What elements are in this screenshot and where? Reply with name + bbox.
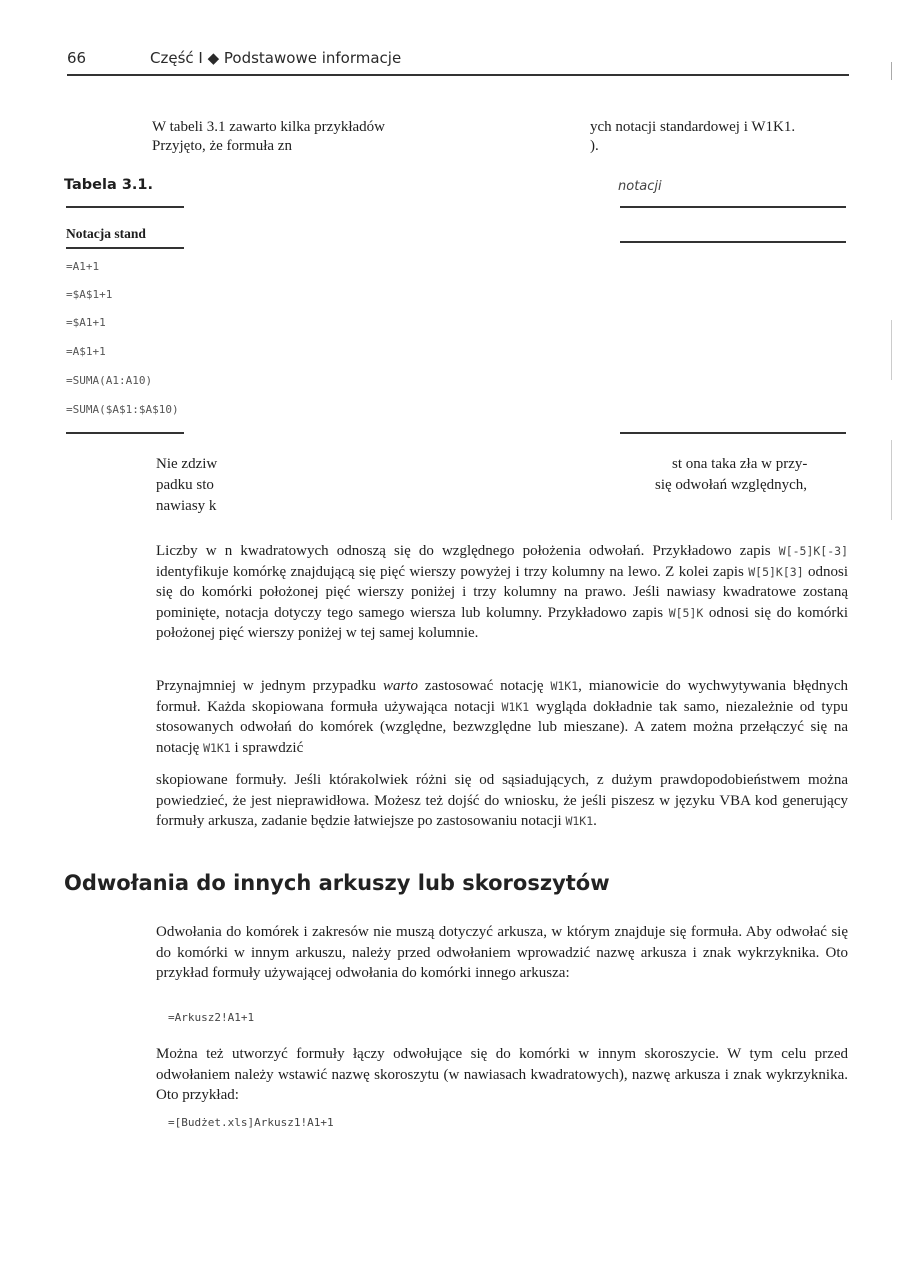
code-example: =[Budżet.xls]Arkusz1!A1+1	[168, 1116, 334, 1129]
table-row: =A1+1	[66, 260, 100, 273]
partial-line-left: nawiasy k	[156, 498, 217, 514]
partial-line-right: st ona taka zła w przy-	[672, 456, 808, 472]
body-paragraph: skopiowane formuły. Jeśli którakolwiek różni się od sąsiadujących, z dużym prawdopodobieństwem można powiedzieć, że jest nieprawidłowa. Możesz też dojść do wniosku, że jeśli piszesz w języku VBA kod generujący formuły arkusza, zadanie będzie łatwiejsze po zastosowaniu notacji W1K1.	[156, 772, 848, 829]
scan-artifact	[891, 62, 892, 80]
table-top-rule-right	[620, 206, 846, 208]
intro-left-fragment: W tabeli 3.1 zawarto kilka przykładów Przyjęto, że formuła zn	[152, 119, 385, 154]
table-header-rule-right	[620, 241, 846, 243]
table-row: =SUMA($A$1:$A$10)	[66, 403, 179, 416]
header-rule	[67, 74, 849, 76]
table-header-rule-left	[66, 247, 184, 249]
table-row: =SUMA(A1:A10)	[66, 374, 153, 387]
table-row: =$A$1+1	[66, 288, 113, 301]
body-paragraph: Przynajmniej w jednym przypadku warto zastosować notację W1K1, mianowicie do wychwytywania błędnych formuł. Każda skopiowana formuła używająca notacji W1K1 wygląda dokładnie tak samo, niezależnie od typu stosowanych odwołań do komórek (względne, bezwzględne lub mieszane). A zatem można przełączyć się na notację W1K1 i sprawdzić	[156, 678, 848, 756]
table-top-rule-left	[66, 206, 184, 208]
chapter-title: Część I ◆ Podstawowe informacje	[150, 49, 402, 67]
intro-right-fragment: ych notacji standardowej i W1K1. ).	[590, 119, 796, 154]
table-caption: Tabela 3.1.	[64, 177, 154, 193]
table-caption-right-fragment: notacji	[618, 179, 662, 194]
page-number: 66	[67, 49, 87, 67]
body-paragraph: Liczby w n kwadratowych odnoszą się do względnego położenia odwołań. Przykładowo zapis W[-5]K[-3] identyfikuje komórkę znajdującą się pięć wierszy powyżej i trzy kolumny na lewo. Z kolei zapis W[5]K[3] odnosi się do komórki położonej pięć wierszy poniżej i trzy kolumny na prawo. Jeśli nawiasy kwadratowe zostaną pominięte, notacja dotyczy tego samego wiersza lub kolumny. Przykładowo zapis W[5]K odnosi się do komórki położonej pięć wierszy poniżej w tej samej kolumnie.	[156, 543, 849, 641]
body-paragraph: Odwołania do komórek i zakresów nie muszą dotyczyć arkusza, w którym znajduje się formuła. Aby odwołać się do komórki w innym arkuszu, należy przed odwołaniem wprowadzić nazwę arkusza i znak wykrzyknika. Oto przykład formuły używającej odwołania do komórki innego arkusza:	[156, 924, 848, 981]
table-header-cell: Notacja stand	[66, 226, 146, 241]
table-row: =$A1+1	[66, 316, 106, 329]
code-example: =Arkusz2!A1+1	[168, 1011, 255, 1024]
table-row: =A$1+1	[66, 345, 106, 358]
partial-line-left: padku sto	[156, 477, 214, 493]
table-bottom-rule-right	[620, 432, 846, 434]
running-header	[67, 49, 847, 69]
table-bottom-rule-left	[66, 432, 184, 434]
scan-artifact	[891, 440, 892, 520]
scan-artifact	[891, 320, 892, 380]
section-heading: Odwołania do innych arkuszy lub skoroszytów	[64, 871, 610, 895]
body-paragraph: Można też utworzyć formuły łączy odwołujące się do komórki w innym skoroszycie. W tym celu przed odwołaniem należy wstawić nazwę skoroszytu (w nawiasach kwadratowych), nazwę arkusza i znak wykrzyknika. Oto przykład:	[156, 1046, 848, 1103]
partial-line-right: się odwołań względnych,	[655, 477, 808, 493]
partial-line-left: Nie zdziw	[156, 456, 218, 472]
